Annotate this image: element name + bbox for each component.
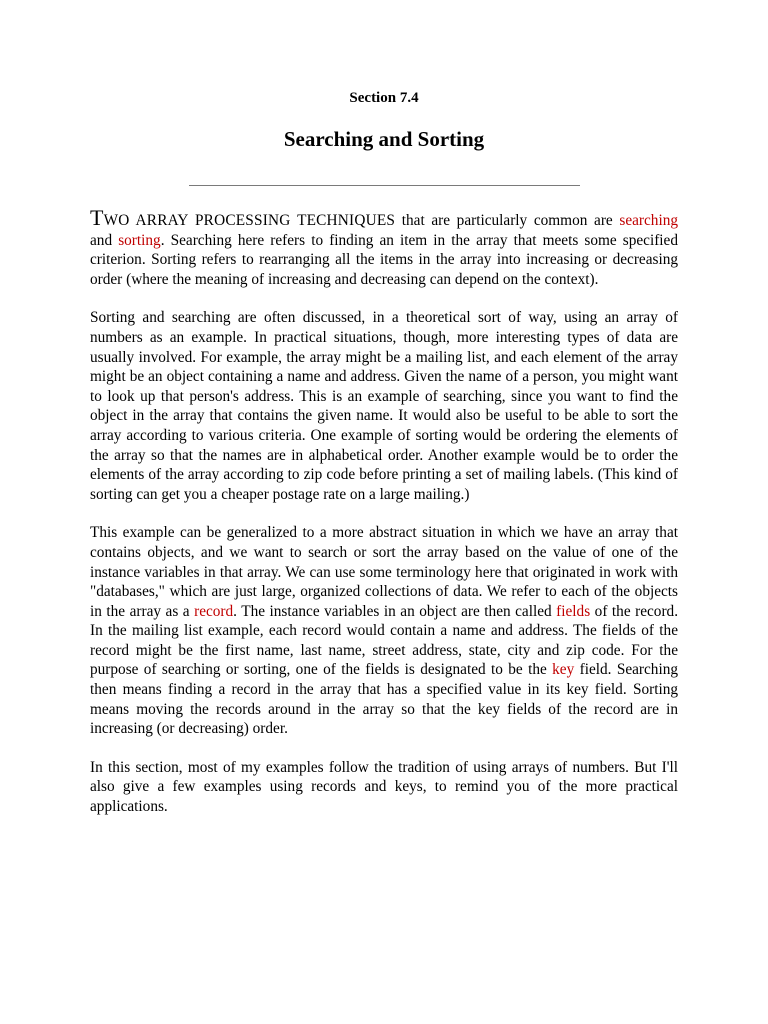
paragraph-intro (90, 205, 678, 289)
body-text (90, 205, 679, 836)
term-key: key (552, 661, 575, 679)
intro-text-1: that are particularly common are (395, 212, 620, 229)
title-divider (189, 185, 580, 186)
records-text-2: . The instance variables in an object are then called (233, 602, 557, 620)
page-title: Searching and Sorting (283, 127, 485, 151)
term-fields: fields (556, 602, 591, 620)
intro-text-3: . Searching here refers to finding an item in the array that meets some specified criterion. Sorting refers to rearranging all the items in the array into increasing or decreasing order (where the meaning of increasing and decreasing can depend on the context). (90, 231, 678, 288)
section-label: Section 7.4 (349, 90, 419, 106)
intro-text-2: and (90, 231, 119, 249)
paragraph-closing: In this section, most of my examples follow the tradition of using arrays of numbers. But I'll also give a few examples using records and keys, to remind you of the more practical applications. (90, 758, 678, 816)
term-record: record (194, 602, 234, 620)
paragraph-examples: Sorting and searching are often discussed, in a theoretical sort of way, using an array of numbers as an example. In practical situations, though, more interesting types of data are usually involved. For example, the array might be a mailing list, and each element of the array might be an object containing a name and address. Given the name of a person, you might want to look up that person's address. This is an example of searching, since you want to find the object in the array that contains the given name. It would also be useful to be able to sort the array according to various criteria. One example of sorting would be ordering the elements of the array so that the names are in alphabetical order. Another example would be to order the elements of the array according to zip code before printing a set of mailing labels. (This kind of sorting can get you a cheaper postage rate on a large mailing.) (90, 309, 678, 503)
lead-in-smallcaps: WO ARRAY PROCESSING TECHNIQUES (103, 212, 396, 229)
term-searching: searching (619, 212, 678, 229)
paragraph-records (90, 523, 678, 739)
records-text-1: This example can be generalized to a more abstract situation in which we have an array that contains objects, and we want to search or sort the array based on the value of one of the instance variables in that array. We can use some terminology here that originated in work with "databases," which are just large, organized collections of data. We refer to each of the objects in the array as a (90, 524, 678, 620)
records-text-4: field. Searching then means finding a record in the array that has a specified value in its key field. Sorting means moving the records around in the array so that the key fields of the record are in increasing (or decreasing) order. (90, 661, 678, 738)
lead-in (90, 205, 396, 230)
term-sorting: sorting (118, 231, 161, 249)
records-text-3: of the record. In the mailing list example, each record would contain a name and address. The fields of the record might be the first name, last name, street address, state, city and zip code. For the purpose of searching or sorting, one of the fields is designated to be the (90, 602, 679, 679)
lead-in-initial: T (90, 205, 104, 230)
